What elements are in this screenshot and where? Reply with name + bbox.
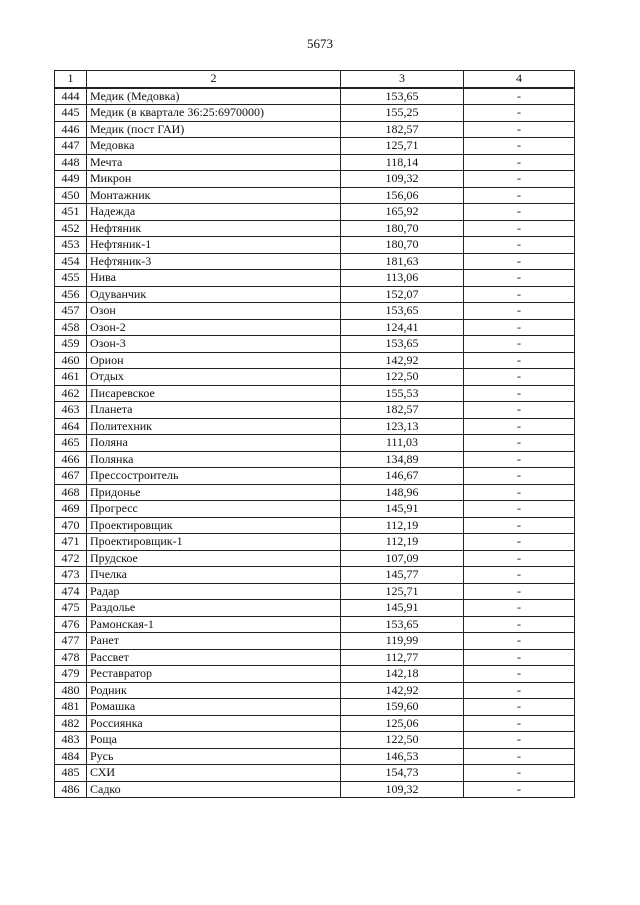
row-number: 471 — [55, 534, 87, 551]
value-cell: 152,07 — [341, 286, 464, 303]
settlement-name: Поляна — [87, 435, 341, 452]
table-row — [55, 88, 575, 105]
settlement-name: Проектировщик — [87, 517, 341, 534]
table-row — [55, 319, 575, 336]
value-cell: 124,41 — [341, 319, 464, 336]
value-cell: 155,53 — [341, 385, 464, 402]
value-cell: 182,57 — [341, 402, 464, 419]
extra-cell: - — [464, 336, 575, 353]
row-number: 463 — [55, 402, 87, 419]
extra-cell: - — [464, 715, 575, 732]
row-number: 467 — [55, 468, 87, 485]
extra-cell: - — [464, 154, 575, 171]
settlement-name: СХИ — [87, 765, 341, 782]
row-number: 461 — [55, 369, 87, 386]
header-cell-1: 1 — [55, 71, 87, 88]
value-cell: 153,65 — [341, 303, 464, 320]
settlement-name: Мечта — [87, 154, 341, 171]
table-row — [55, 253, 575, 270]
row-number: 456 — [55, 286, 87, 303]
extra-cell: - — [464, 748, 575, 765]
value-cell: 142,92 — [341, 682, 464, 699]
value-cell: 146,67 — [341, 468, 464, 485]
settlement-name: Микрон — [87, 171, 341, 188]
settlement-name: Планета — [87, 402, 341, 419]
table-row — [55, 138, 575, 155]
row-number: 476 — [55, 616, 87, 633]
value-cell: 145,77 — [341, 567, 464, 584]
header-cell-4: 4 — [464, 71, 575, 88]
table-row — [55, 583, 575, 600]
extra-cell: - — [464, 699, 575, 716]
extra-cell: - — [464, 567, 575, 584]
data-table — [54, 70, 575, 798]
table-row — [55, 418, 575, 435]
row-number: 447 — [55, 138, 87, 155]
extra-cell: - — [464, 369, 575, 386]
settlement-name: Ранет — [87, 633, 341, 650]
row-number: 486 — [55, 781, 87, 798]
header-cell-3: 3 — [341, 71, 464, 88]
extra-cell: - — [464, 682, 575, 699]
extra-cell: - — [464, 286, 575, 303]
value-cell: 145,91 — [341, 501, 464, 518]
table-row — [55, 286, 575, 303]
row-number: 459 — [55, 336, 87, 353]
row-number: 478 — [55, 649, 87, 666]
extra-cell: - — [464, 666, 575, 683]
settlement-name: Нефтяник-1 — [87, 237, 341, 254]
settlement-name: Орион — [87, 352, 341, 369]
settlement-name: Одуванчик — [87, 286, 341, 303]
row-number: 464 — [55, 418, 87, 435]
row-number: 472 — [55, 550, 87, 567]
table-row — [55, 534, 575, 551]
row-number: 473 — [55, 567, 87, 584]
value-cell: 122,50 — [341, 369, 464, 386]
extra-cell: - — [464, 204, 575, 221]
value-cell: 119,99 — [341, 633, 464, 650]
value-cell: 125,71 — [341, 138, 464, 155]
extra-cell: - — [464, 220, 575, 237]
settlement-name: Радар — [87, 583, 341, 600]
row-number: 460 — [55, 352, 87, 369]
settlement-name: Пчелка — [87, 567, 341, 584]
row-number: 444 — [55, 88, 87, 105]
settlement-name: Рассвет — [87, 649, 341, 666]
extra-cell: - — [464, 418, 575, 435]
table-row — [55, 204, 575, 221]
table-row — [55, 451, 575, 468]
extra-cell: - — [464, 253, 575, 270]
row-number: 454 — [55, 253, 87, 270]
settlement-name: Писаревское — [87, 385, 341, 402]
row-number: 466 — [55, 451, 87, 468]
extra-cell: - — [464, 237, 575, 254]
extra-cell: - — [464, 138, 575, 155]
settlement-name: Ромашка — [87, 699, 341, 716]
row-number: 451 — [55, 204, 87, 221]
row-number: 446 — [55, 121, 87, 138]
row-number: 457 — [55, 303, 87, 320]
header-cell-2: 2 — [87, 71, 341, 88]
row-number: 475 — [55, 600, 87, 617]
value-cell: 142,18 — [341, 666, 464, 683]
extra-cell: - — [464, 402, 575, 419]
extra-cell: - — [464, 583, 575, 600]
table-row — [55, 385, 575, 402]
table-row — [55, 369, 575, 386]
settlement-name: Русь — [87, 748, 341, 765]
extra-cell: - — [464, 270, 575, 287]
table-row — [55, 484, 575, 501]
row-number: 448 — [55, 154, 87, 171]
value-cell: 118,14 — [341, 154, 464, 171]
table-row — [55, 781, 575, 798]
value-cell: 156,06 — [341, 187, 464, 204]
table-row — [55, 765, 575, 782]
settlement-name: Прогресс — [87, 501, 341, 518]
settlement-name: Россиянка — [87, 715, 341, 732]
value-cell: 146,53 — [341, 748, 464, 765]
settlement-name: Медовка — [87, 138, 341, 155]
table-row — [55, 501, 575, 518]
table-row — [55, 567, 575, 584]
settlement-name: Медик (Медовка) — [87, 88, 341, 105]
extra-cell: - — [464, 187, 575, 204]
table-row — [55, 682, 575, 699]
settlement-name: Отдых — [87, 369, 341, 386]
extra-cell: - — [464, 633, 575, 650]
value-cell: 155,25 — [341, 105, 464, 122]
value-cell: 134,89 — [341, 451, 464, 468]
header-row — [55, 71, 575, 88]
table-row — [55, 154, 575, 171]
table-row — [55, 633, 575, 650]
table-row — [55, 171, 575, 188]
settlement-name: Монтажник — [87, 187, 341, 204]
settlement-name: Роща — [87, 732, 341, 749]
extra-cell: - — [464, 484, 575, 501]
value-cell: 123,13 — [341, 418, 464, 435]
value-cell: 112,19 — [341, 517, 464, 534]
row-number: 455 — [55, 270, 87, 287]
row-number: 483 — [55, 732, 87, 749]
row-number: 485 — [55, 765, 87, 782]
settlement-name: Озон — [87, 303, 341, 320]
row-number: 445 — [55, 105, 87, 122]
value-cell: 180,70 — [341, 220, 464, 237]
value-cell: 113,06 — [341, 270, 464, 287]
table-row — [55, 550, 575, 567]
row-number: 469 — [55, 501, 87, 518]
row-number: 477 — [55, 633, 87, 650]
row-number: 482 — [55, 715, 87, 732]
value-cell: 112,77 — [341, 649, 464, 666]
extra-cell: - — [464, 105, 575, 122]
settlement-name: Надежда — [87, 204, 341, 221]
extra-cell: - — [464, 435, 575, 452]
row-number: 450 — [55, 187, 87, 204]
settlement-name: Озон-2 — [87, 319, 341, 336]
row-number: 453 — [55, 237, 87, 254]
extra-cell: - — [464, 781, 575, 798]
extra-cell: - — [464, 319, 575, 336]
extra-cell: - — [464, 732, 575, 749]
extra-cell: - — [464, 550, 575, 567]
table-row — [55, 732, 575, 749]
value-cell: 153,65 — [341, 336, 464, 353]
row-number: 481 — [55, 699, 87, 716]
extra-cell: - — [464, 517, 575, 534]
settlement-name: Раздолье — [87, 600, 341, 617]
table-row — [55, 468, 575, 485]
settlement-name: Прессостроитель — [87, 468, 341, 485]
value-cell: 153,65 — [341, 88, 464, 105]
table-row — [55, 270, 575, 287]
value-cell: 165,92 — [341, 204, 464, 221]
table-row — [55, 616, 575, 633]
table-row — [55, 435, 575, 452]
settlement-name: Придонье — [87, 484, 341, 501]
settlement-name: Политехник — [87, 418, 341, 435]
extra-cell: - — [464, 765, 575, 782]
settlement-name: Нефтяник — [87, 220, 341, 237]
value-cell: 112,19 — [341, 534, 464, 551]
extra-cell: - — [464, 534, 575, 551]
settlement-name: Прудское — [87, 550, 341, 567]
table-row — [55, 748, 575, 765]
table-row — [55, 336, 575, 353]
extra-cell: - — [464, 352, 575, 369]
settlement-name: Родник — [87, 682, 341, 699]
value-cell: 122,50 — [341, 732, 464, 749]
row-number: 480 — [55, 682, 87, 699]
row-number: 474 — [55, 583, 87, 600]
table-row — [55, 237, 575, 254]
table-row — [55, 517, 575, 534]
value-cell: 159,60 — [341, 699, 464, 716]
extra-cell: - — [464, 468, 575, 485]
table-row — [55, 699, 575, 716]
settlement-name: Нефтяник-3 — [87, 253, 341, 270]
value-cell: 182,57 — [341, 121, 464, 138]
table-row — [55, 649, 575, 666]
extra-cell: - — [464, 121, 575, 138]
value-cell: 107,09 — [341, 550, 464, 567]
settlement-name: Садко — [87, 781, 341, 798]
table-row — [55, 666, 575, 683]
extra-cell: - — [464, 501, 575, 518]
settlement-name: Медик (в квартале 36:25:6970000) — [87, 105, 341, 122]
row-number: 452 — [55, 220, 87, 237]
table-row — [55, 715, 575, 732]
row-number: 462 — [55, 385, 87, 402]
table-header — [55, 71, 575, 88]
value-cell: 125,71 — [341, 583, 464, 600]
table-row — [55, 220, 575, 237]
value-cell: 111,03 — [341, 435, 464, 452]
value-cell: 153,65 — [341, 616, 464, 633]
extra-cell: - — [464, 385, 575, 402]
settlement-name: Полянка — [87, 451, 341, 468]
table-row — [55, 105, 575, 122]
extra-cell: - — [464, 303, 575, 320]
value-cell: 142,92 — [341, 352, 464, 369]
settlement-name: Медик (пост ГАИ) — [87, 121, 341, 138]
row-number: 484 — [55, 748, 87, 765]
row-number: 449 — [55, 171, 87, 188]
value-cell: 109,32 — [341, 781, 464, 798]
settlement-name: Озон-3 — [87, 336, 341, 353]
table-row — [55, 121, 575, 138]
extra-cell: - — [464, 649, 575, 666]
settlement-name: Реставратор — [87, 666, 341, 683]
value-cell: 154,73 — [341, 765, 464, 782]
value-cell: 181,63 — [341, 253, 464, 270]
row-number: 468 — [55, 484, 87, 501]
extra-cell: - — [464, 88, 575, 105]
settlement-name: Рамонская-1 — [87, 616, 341, 633]
value-cell: 109,32 — [341, 171, 464, 188]
page-number: 5673 — [307, 36, 333, 51]
row-number: 479 — [55, 666, 87, 683]
row-number: 470 — [55, 517, 87, 534]
table-row — [55, 352, 575, 369]
value-cell: 148,96 — [341, 484, 464, 501]
row-number: 465 — [55, 435, 87, 452]
row-number: 458 — [55, 319, 87, 336]
table-row — [55, 303, 575, 320]
settlement-name: Нива — [87, 270, 341, 287]
extra-cell: - — [464, 171, 575, 188]
table-row — [55, 600, 575, 617]
extra-cell: - — [464, 451, 575, 468]
extra-cell: - — [464, 616, 575, 633]
settlement-name: Проектировщик-1 — [87, 534, 341, 551]
extra-cell: - — [464, 600, 575, 617]
value-cell: 145,91 — [341, 600, 464, 617]
value-cell: 180,70 — [341, 237, 464, 254]
table-body — [55, 88, 575, 798]
table-row — [55, 187, 575, 204]
table-row — [55, 402, 575, 419]
value-cell: 125,06 — [341, 715, 464, 732]
